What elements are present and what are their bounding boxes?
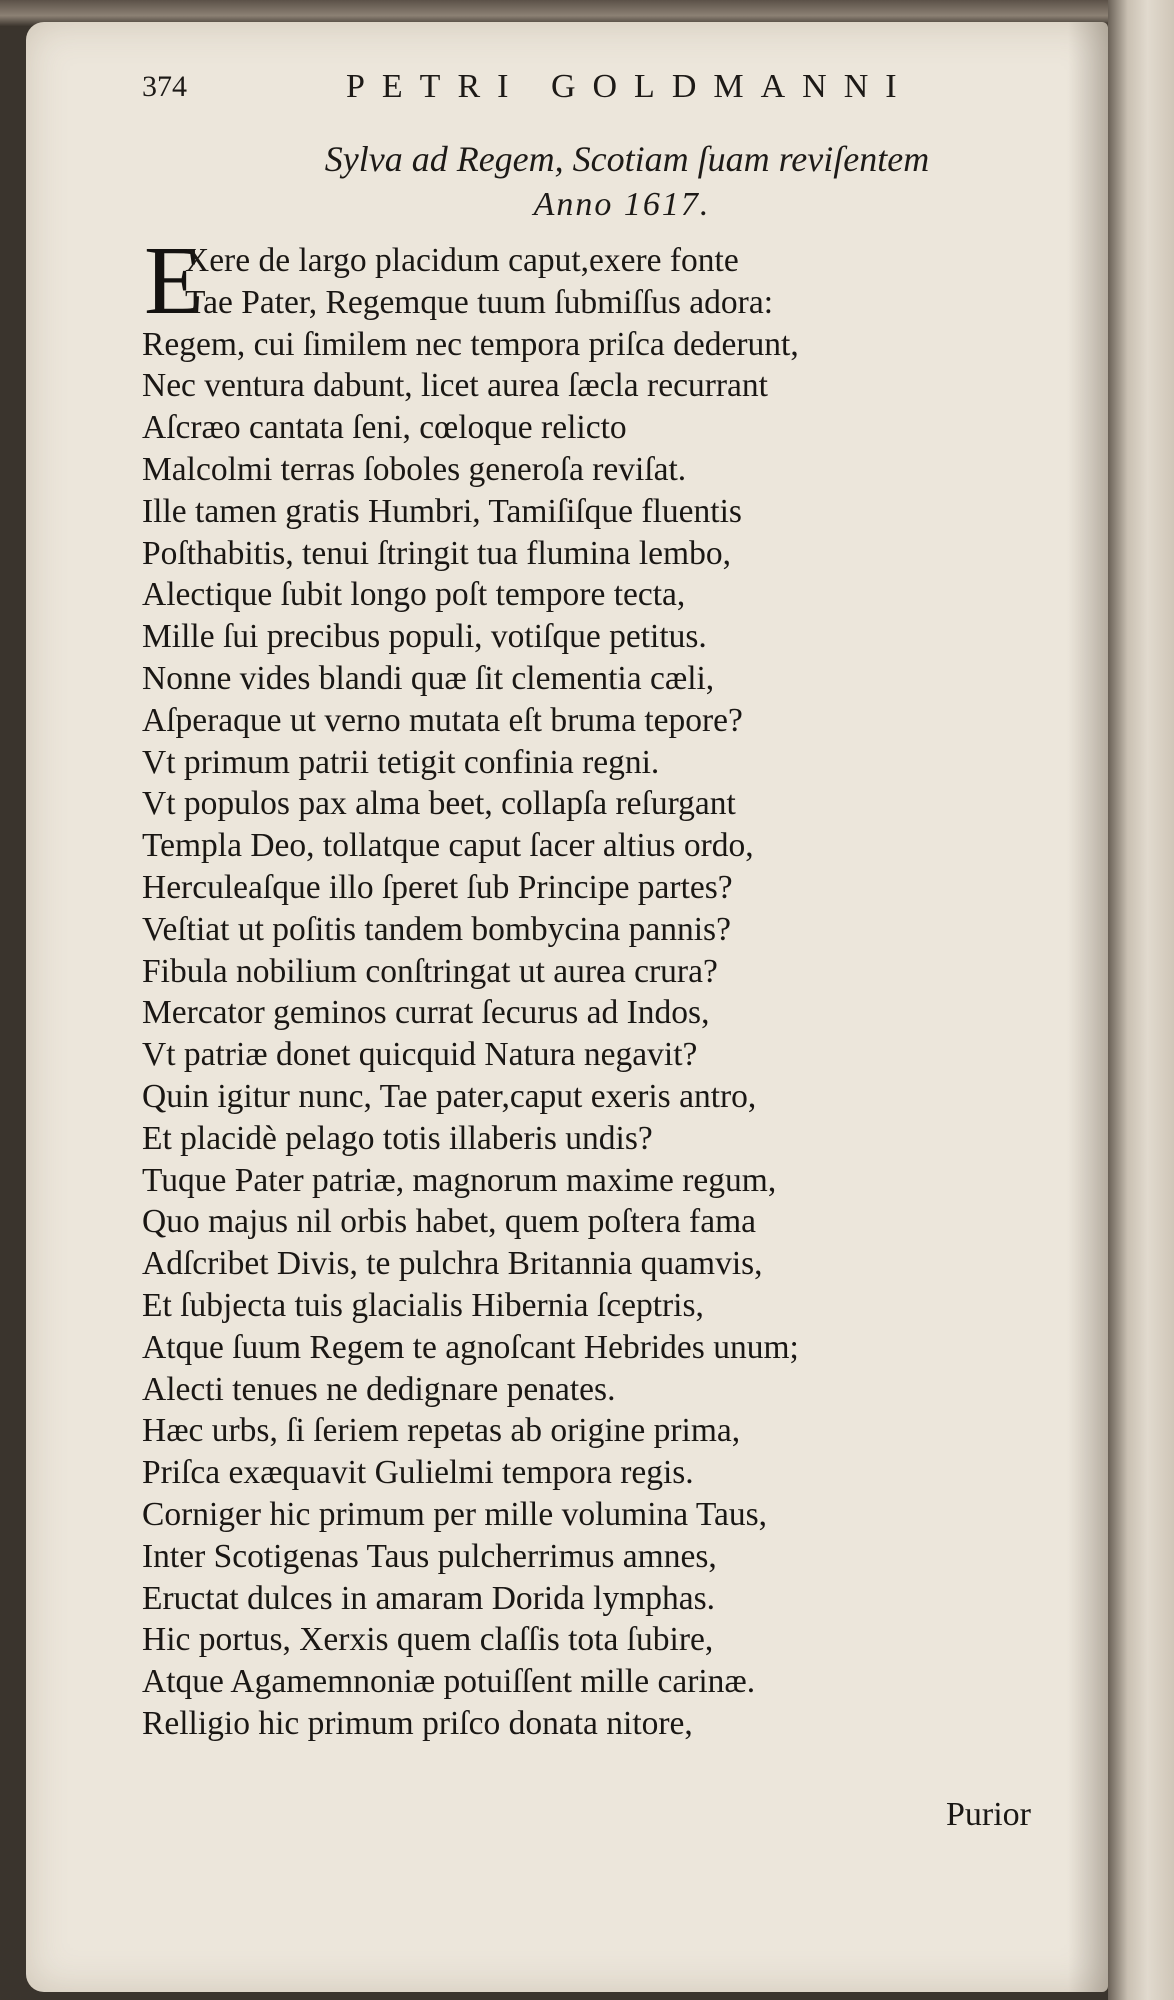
verse-line: Atque ſuum Regem te agnoſcant Hebrides unum; [142, 1328, 799, 1366]
verse-line: Templa Deo, tollatque caput ſacer altius ordo, [142, 827, 754, 865]
verse-line: Et ſubjecta tuis glacialis Hibernia ſceptris, [142, 1286, 704, 1324]
verse-line: Vt primum patrii tetigit confinia regni. [142, 743, 660, 781]
adjacent-page-edge [1108, 0, 1174, 2000]
verse-line: Nonne vides blandi quæ ſit clementia cæli, [142, 659, 715, 697]
verse-line: Relligio hic primum priſco donata nitore, [142, 1704, 693, 1742]
verse-line: Malcolmi terras ſoboles generoſa reviſat. [142, 450, 687, 488]
verse-line: Xere de largo placidum caput,exere fonte [185, 242, 739, 279]
verse-line: Herculeaſque illo ſperet ſub Principe partes? [142, 868, 733, 906]
verse-line: Mille ſui precibus populi, votiſque petitus. [142, 618, 707, 656]
verse-line: Quo majus nil orbis habet, quem poſtera fama [142, 1203, 757, 1241]
verse-line: Aſperaque ut verno mutata eſt bruma tepore? [142, 701, 743, 739]
verse-line: Eructat dulces in amaram Dorida lymphas. [142, 1579, 716, 1617]
catchword: Purior [946, 1796, 1031, 1833]
verse-line: Mercator geminos currat ſecurus ad Indos, [142, 994, 710, 1032]
verse-line: Nec ventura dabunt, licet aurea ſæcla recurrant [142, 367, 768, 405]
verse-line: Veſtiat ut poſitis tandem bombycina pannis? [142, 910, 731, 948]
verse-line: Aſcræo cantata ſeni, cœloque relicto [142, 409, 627, 447]
verse-line: Corniger hic primum per mille volumina Taus, [142, 1495, 768, 1533]
verse-line: Vt patriæ donet quicquid Natura negavit? [142, 1036, 698, 1074]
verse-line: Priſca exæquavit Gulielmi tempora regis. [142, 1454, 694, 1492]
verse-line: Regem, cui ſimilem nec tempora priſca dederunt, [142, 325, 799, 363]
verse-line: Poſthabitis, tenui ſtringit tua flumina lembo, [142, 534, 731, 572]
verse-line: Quin igitur nunc, Tae pater,caput exeris antro, [142, 1077, 757, 1115]
verse-line: Tae Pater, Regemque tuum ſubmiſſus adora: [185, 283, 774, 321]
drop-cap: E [144, 227, 204, 335]
verse-line: Fibula nobilium conſtringat ut aurea crura? [142, 952, 718, 990]
verse-line: Tuque Pater patriæ, magnorum maxime regum, [142, 1161, 777, 1199]
verse-line: Alecti tenues ne dedignare penates. [142, 1370, 616, 1408]
verse-line: Et placidè pelago totis illaberis undis? [142, 1119, 653, 1157]
poem-title: Sylva ad Regem, Scotiam ſuam reviſentem [324, 139, 930, 179]
verse-line: Ille tamen gratis Humbri, Tamiſiſque fluentis [142, 492, 742, 530]
poem-date: Anno 1617. [533, 186, 711, 223]
page-header [142, 64, 1102, 114]
verse-line: Inter Scotigenas Taus pulcherrimus amnes, [142, 1537, 717, 1575]
page-number: 374 [142, 70, 187, 103]
verse-line: Vt populos pax alma beet, collapſa reſurgant [142, 785, 736, 823]
verse-line: Atque Agamemnoniæ potuiſſent mille carinæ. [142, 1663, 756, 1701]
verse-line: Hæc urbs, ſi ſeriem repetas ab origine prima, [142, 1412, 741, 1450]
verse-line: Alectique ſubit longo poſt tempore tecta, [142, 576, 686, 614]
verse-line: Hic portus, Xerxis quem claſſis tota ſubire, [142, 1621, 714, 1659]
verse-line: Adſcribet Divis, te pulchra Britannia quamvis, [142, 1245, 763, 1283]
poem-body [142, 240, 1082, 1745]
running-head: PETRI GOLDMANNI [346, 68, 914, 105]
